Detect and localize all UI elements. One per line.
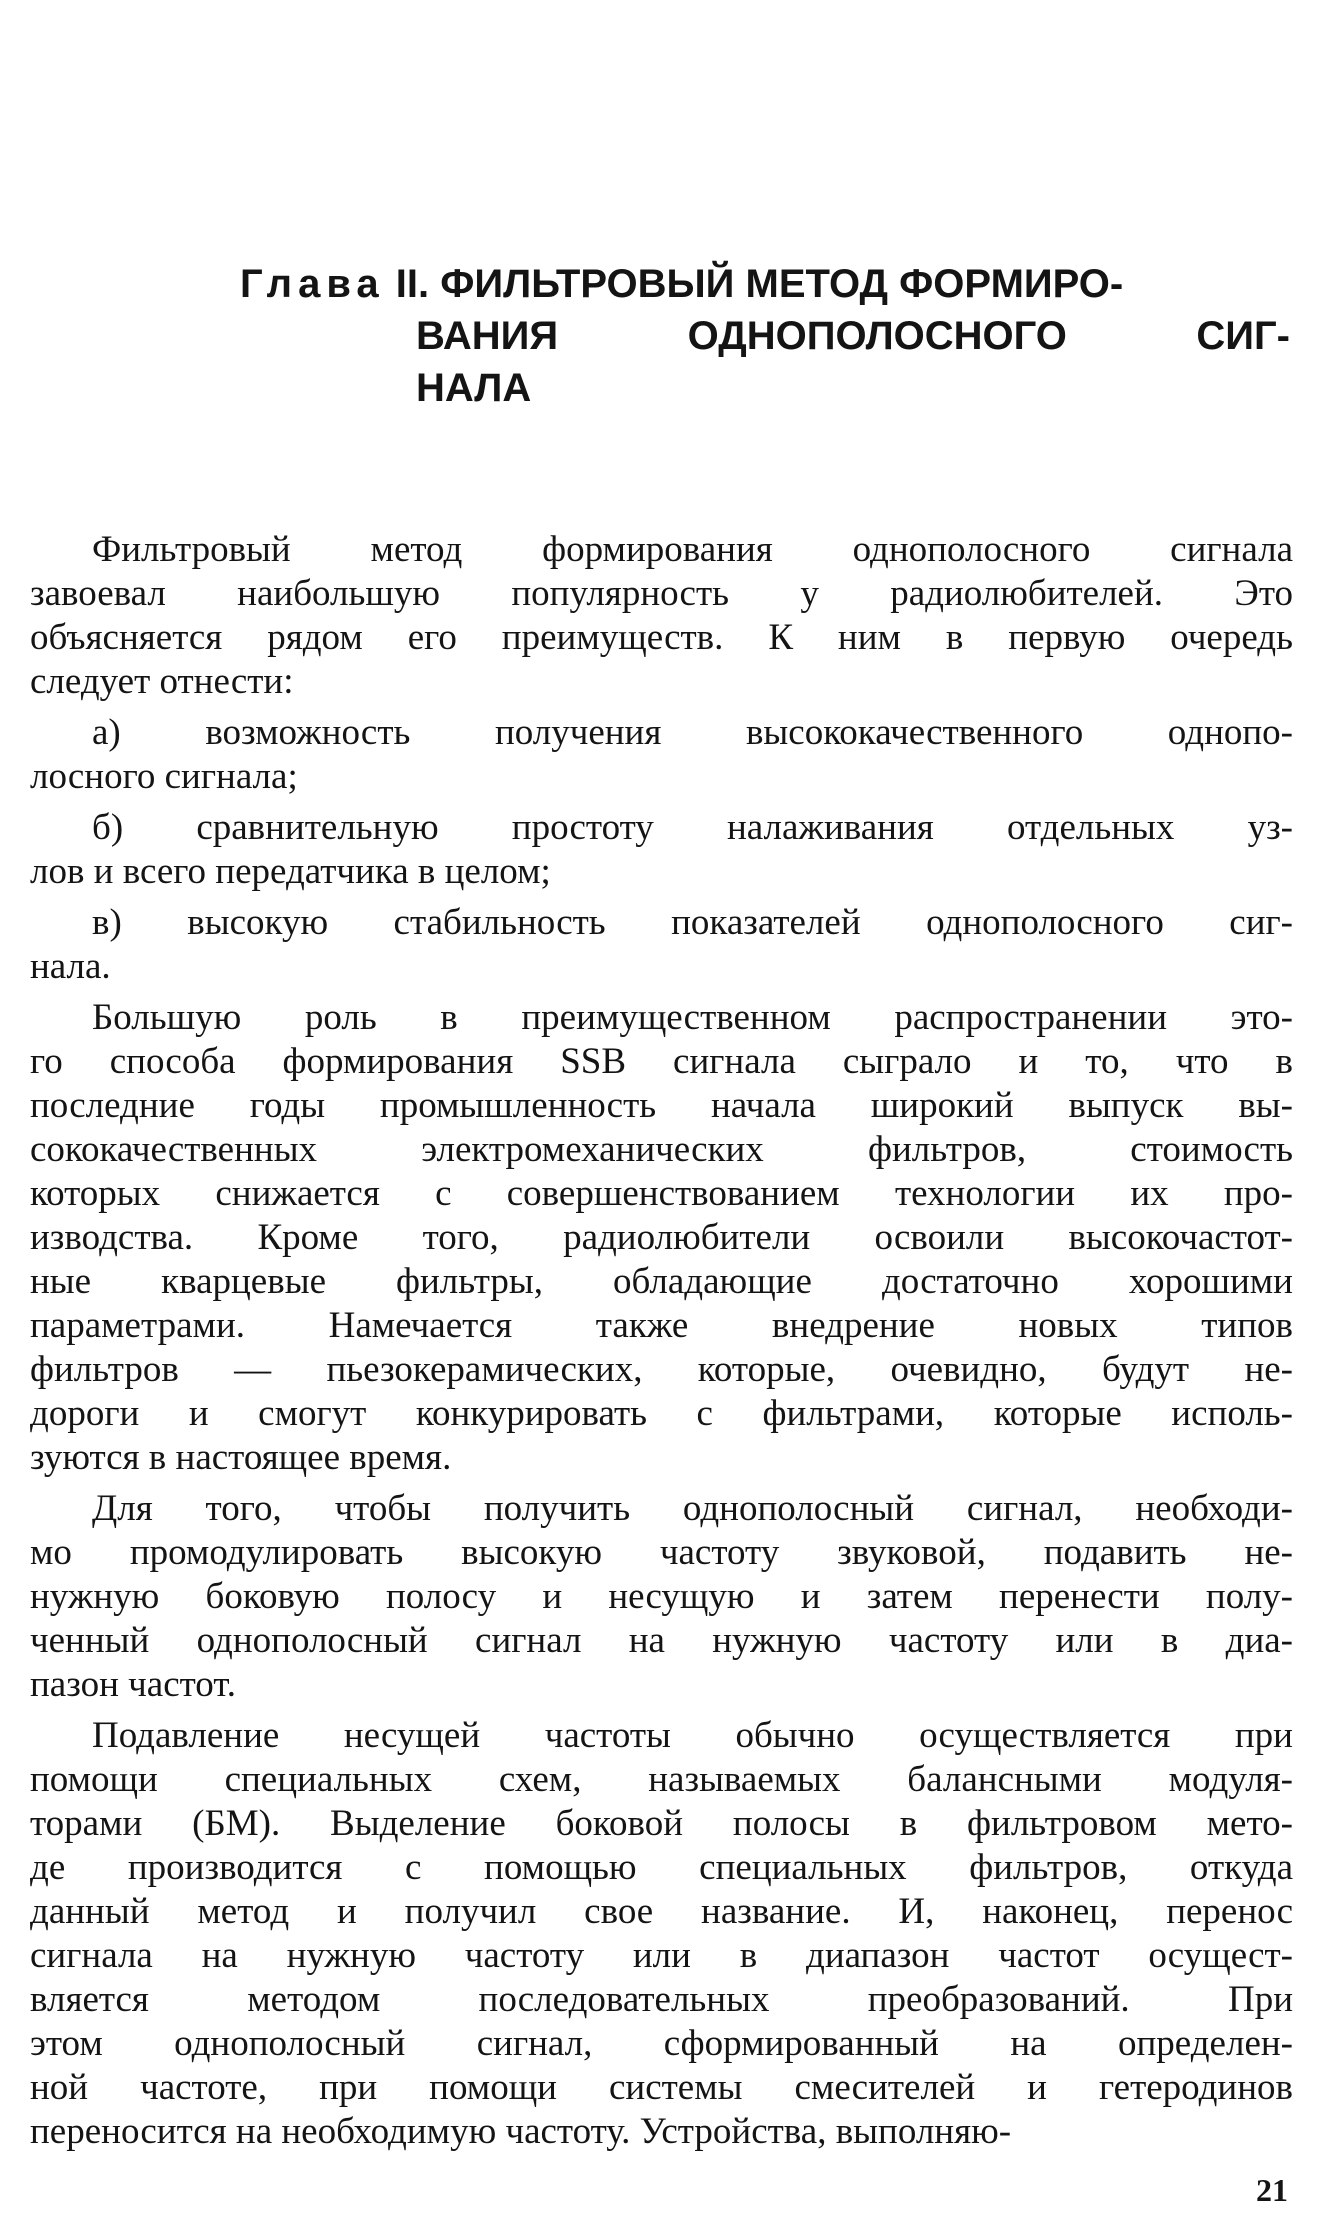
text-line: сигнала на нужную частоту или в диапазон частот осущест- xyxy=(30,1935,1293,1976)
text-line: б) сравнительную простоту налаживания отдельных уз- xyxy=(92,807,1293,848)
text-line: Фильтровый метод формирования однополосного сигнала xyxy=(92,529,1293,570)
paragraph-suppression xyxy=(30,1714,1293,2154)
text-line: параметрами. Намечается также внедрение новых типов xyxy=(30,1305,1293,1346)
text-line: изводства. Кроме того, радиолюбители освоили высокочастот- xyxy=(30,1217,1293,1258)
text-line: данный метод и получил свое название. И, наконец, перенос xyxy=(30,1891,1293,1932)
chapter-title-part-1: ФИЛЬТРОВЫЙ МЕТОД ФОРМИРО- xyxy=(440,262,1124,306)
text-line: объясняется рядом его преимуществ. К ним в первую очередь xyxy=(30,617,1293,658)
paragraph-ssb-role xyxy=(30,996,1293,1480)
text-line: вляется методом последовательных преобразований. При xyxy=(30,1979,1293,2020)
chapter-heading-line-1 xyxy=(240,258,1290,310)
text-line: следует отнести: xyxy=(30,661,294,702)
chapter-title-part-2c: СИГ- xyxy=(1196,314,1290,358)
chapter-label: Глава xyxy=(240,262,385,306)
text-line: ные кварцевые фильтры, обладающие достаточно хорошими xyxy=(30,1261,1293,1302)
text-line: переносится на необходимую частоту. Устройства, выполняю- xyxy=(30,2111,1012,2152)
text-line: этом однополосный сигнал, сформированный на определен- xyxy=(30,2023,1293,2064)
text-line: нала. xyxy=(30,946,111,987)
text-line: фильтров — пьезокерамических, которые, очевидно, будут не- xyxy=(30,1349,1293,1390)
chapter-title-part-3: НАЛА xyxy=(416,366,532,410)
text-line: которых снижается с совершенствованием технологии их про- xyxy=(30,1173,1293,1214)
chapter-heading-line-2-words xyxy=(416,310,1290,362)
paragraph-item-b xyxy=(30,806,1293,894)
text-line: Для того, чтобы получить однополосный сигнал, необходи- xyxy=(92,1488,1293,1529)
text-line: зуются в настоящее время. xyxy=(30,1437,452,1478)
chapter-title-part-2a: ВАНИЯ xyxy=(416,314,559,358)
body-text xyxy=(30,528,1293,2161)
paragraph-item-c xyxy=(30,901,1293,989)
text-line: нужную боковую полосу и несущую и затем перенести полу- xyxy=(30,1576,1293,1617)
text-line: Большую роль в преимущественном распространении это- xyxy=(92,997,1293,1038)
paragraph-item-a xyxy=(30,711,1293,799)
text-line: ченный однополосный сигнал на нужную частоту или в диа- xyxy=(30,1620,1293,1661)
text-line: а) возможность получения высококачественного однопо- xyxy=(92,712,1293,753)
text-line: го способа формирования SSB сигнала сыграло и то, что в xyxy=(30,1041,1293,1082)
chapter-heading-line-2 xyxy=(240,310,1290,362)
text-line: мо промодулировать высокую частоту звуковой, подавить не- xyxy=(30,1532,1293,1573)
page-number: 21 xyxy=(1256,2172,1288,2208)
text-line: сококачественных электромеханических фильтров, стоимость xyxy=(30,1129,1293,1170)
text-line: де производится с помощью специальных фильтров, откуда xyxy=(30,1847,1293,1888)
chapter-number: II. xyxy=(395,262,430,306)
paragraph-intro xyxy=(30,528,1293,704)
text-line: лосного сигнала; xyxy=(30,756,298,797)
chapter-heading-line-3 xyxy=(240,362,1290,414)
chapter-heading xyxy=(240,258,1290,414)
text-line: последние годы промышленность начала широкий выпуск вы- xyxy=(30,1085,1293,1126)
text-line: лов и всего передатчика в целом; xyxy=(30,851,551,892)
text-line: помощи специальных схем, называемых балансными модуля- xyxy=(30,1759,1293,1800)
chapter-title-part-2b: ОДНОПОЛОСНОГО xyxy=(687,314,1067,358)
text-line: Подавление несущей частоты обычно осуществляется при xyxy=(92,1715,1293,1756)
text-line: ной частоте, при помощи системы смесителей и гетеродинов xyxy=(30,2067,1293,2108)
text-line: в) высокую стабильность показателей однополосного сиг- xyxy=(92,902,1293,943)
paragraph-obtain-signal xyxy=(30,1487,1293,1707)
text-line: дороги и смогут конкурировать с фильтрами, которые исполь- xyxy=(30,1393,1293,1434)
text-line: пазон частот. xyxy=(30,1664,236,1705)
text-line: завоевал наибольшую популярность у радиолюбителей. Это xyxy=(30,573,1293,614)
text-line: торами (БМ). Выделение боковой полосы в фильтровом мето- xyxy=(30,1803,1293,1844)
